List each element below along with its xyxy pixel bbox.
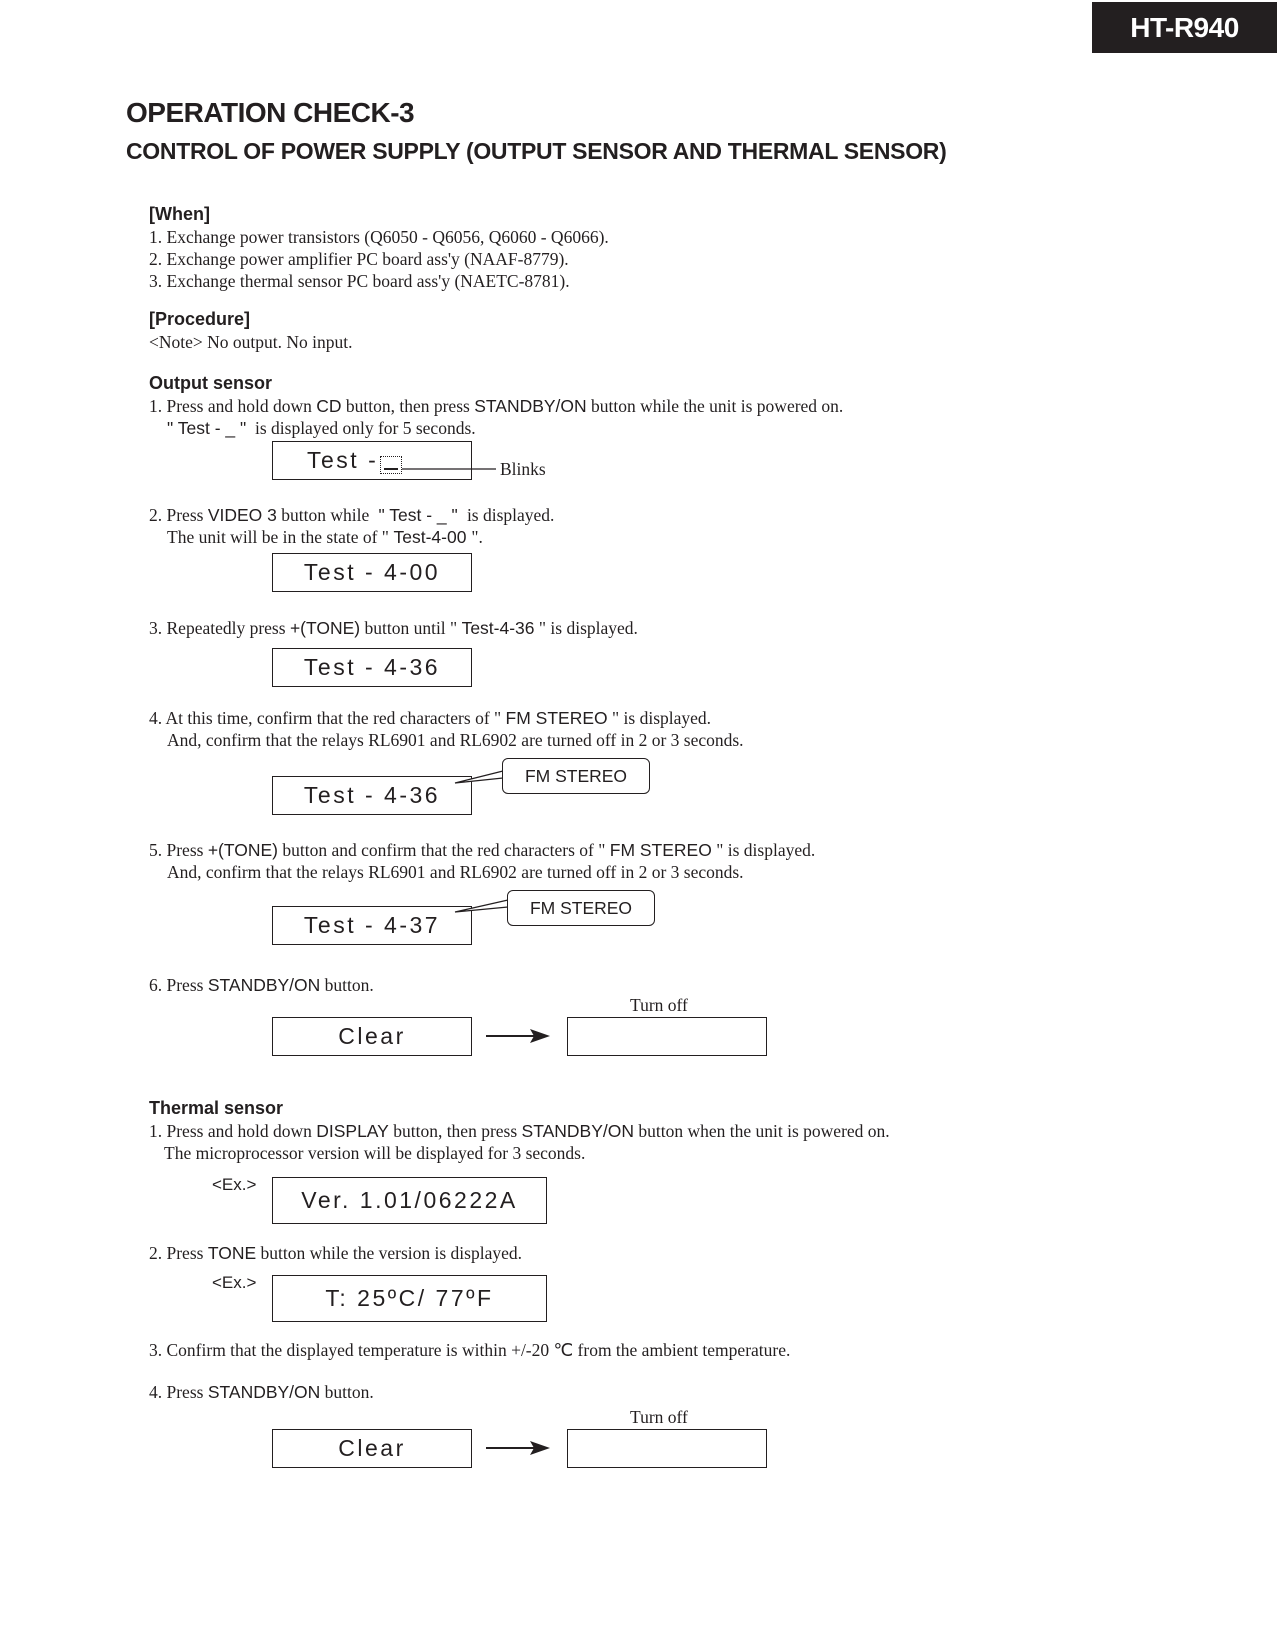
text: 6. Press [149,975,208,995]
page-subtitle: CONTROL OF POWER SUPPLY (OUTPUT SENSOR AND THERMAL SENSOR) [126,138,947,164]
when-item-1: 1. Exchange power transistors (Q6050 - Q6056, Q6060 - Q6066). [149,227,609,247]
output-step-5-line2: And, confirm that the relays RL6901 and RL6902 are turned off in 2 or 3 seconds. [167,862,744,882]
display-text: Test - [307,447,379,473]
button-ref-tone: TONE [207,1243,257,1263]
indicator-ref: FM STEREO [609,840,712,860]
text: " is displayed. [534,618,638,638]
button-ref-tone: +(TONE) [289,618,361,638]
text: 4. At this time, confirm that the red characters of " [149,708,506,728]
page-title: OPERATION CHECK-3 [126,97,415,128]
button-ref-standby: STANDBY/ON [521,1121,635,1141]
lcd-display-test-4-36-fm: Test - 4-36 [272,776,472,815]
when-item-2: 2. Exchange power amplifier PC board ass'y (NAAF-8779). [149,249,569,269]
button-ref-standby: STANDBY/ON [207,1382,321,1402]
output-step-4-text [149,708,711,729]
button-ref-tone: +(TONE) [207,840,278,860]
turn-off-label: Turn off [630,1407,688,1427]
text: button while [276,505,374,525]
display-ref: Test-4-36 [461,618,535,638]
button-ref-standby: STANDBY/ON [474,396,587,416]
output-step-2-text [149,505,554,526]
output-step-3-text [149,618,638,639]
thermal-step-1-text [149,1121,890,1142]
thermal-step-2-text [149,1243,522,1264]
text: 5. Press [149,840,208,860]
text: button. [320,1382,374,1402]
text: 2. Press [149,1243,208,1263]
lcd-display-clear: Clear [272,1017,472,1056]
when-item-3: 3. Exchange thermal sensor PC board ass'y (NAETC-8781). [149,271,570,291]
lcd-display-version: Ver. 1.01/06222A [272,1177,547,1224]
text: button and confirm that the red characters of " [278,840,610,860]
display-ref: Test-4-00 [388,527,472,547]
text: ". [471,527,483,547]
button-ref-display: DISPLAY [316,1121,389,1141]
text: button while the unit is powered on. [586,396,844,416]
text: button, then press [388,1121,522,1141]
text: button. [320,975,374,995]
model-badge: HT-R940 [1092,2,1277,53]
when-heading: [When] [149,204,210,224]
lcd-display-test-4-37: Test - 4-37 [272,906,472,945]
text: is displayed. [462,505,555,525]
button-ref-standby: STANDBY/ON [207,975,321,995]
text: button until " [360,618,462,638]
button-ref-cd: CD [316,396,342,416]
lcd-display-temperature: T: 25ºC/ 77ºF [272,1275,547,1322]
blinking-cursor-icon [380,456,402,474]
text: button when the unit is powered on. [634,1121,890,1141]
lcd-display-test-4-00: Test - 4-00 [272,553,472,592]
thermal-step-4-text [149,1382,374,1403]
output-step-2-line2 [167,527,483,548]
text: 4. Press [149,1382,208,1402]
lcd-display-clear: Clear [272,1429,472,1468]
lcd-display-off [567,1017,767,1056]
text: is displayed only for 5 seconds. [246,418,476,438]
thermal-step-1-line2: The microprocessor version will be displayed for 3 seconds. [164,1143,586,1163]
text: " is displayed. [711,840,816,860]
text: 2. Press [149,505,208,525]
display-ref: " Test - _ " [167,418,247,438]
display-ref: " Test - _ " [373,505,463,525]
lcd-display-off [567,1429,767,1468]
procedure-heading: [Procedure] [149,309,251,329]
blinks-label: Blinks [500,459,546,479]
output-step-4-line2: And, confirm that the relays RL6901 and RL6902 are turned off in 2 or 3 seconds. [167,730,744,750]
example-label: <Ex.> [212,1175,257,1194]
text: " is displayed. [607,708,712,728]
indicator-ref: FM STEREO [505,708,608,728]
output-step-5-text [149,840,815,861]
thermal-step-3-text: 3. Confirm that the displayed temperature is within +/-20 ℃ from the ambient temperature. [149,1340,791,1360]
button-ref-video3: VIDEO 3 [207,505,277,525]
output-step-1-line2 [167,418,476,439]
arrow-right-icon [0,0,1,1]
text: 1. Press and hold down [149,396,317,416]
text: button, then press [341,396,475,416]
example-label: <Ex.> [212,1273,257,1292]
turn-off-label: Turn off [630,995,688,1015]
lcd-display-test-4-36: Test - 4-36 [272,648,472,687]
text: button while the version is displayed. [256,1243,522,1263]
lcd-display-test-blank [272,441,472,480]
output-step-6-text [149,975,374,996]
text: 1. Press and hold down [149,1121,317,1141]
fm-stereo-indicator: FM STEREO [507,890,655,926]
text: 3. Repeatedly press [149,618,290,638]
fm-stereo-indicator: FM STEREO [502,758,650,794]
thermal-sensor-heading: Thermal sensor [149,1098,284,1118]
procedure-note: <Note> No output. No input. [149,332,353,352]
output-sensor-heading: Output sensor [149,373,273,393]
text: The unit will be in the state of " [167,527,389,547]
output-step-1-text [149,396,843,417]
